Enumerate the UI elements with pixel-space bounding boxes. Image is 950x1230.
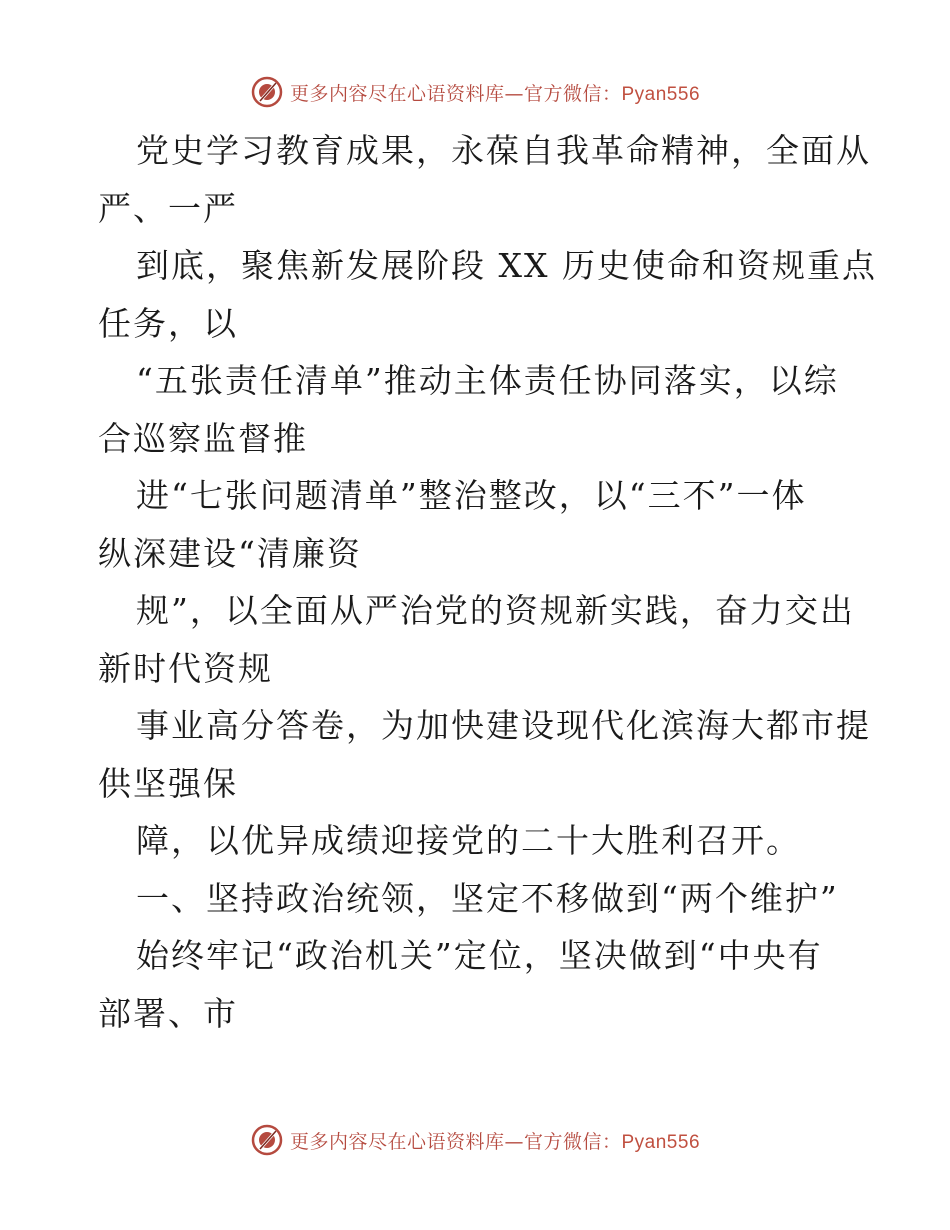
- text-line: 始终牢记“政治机关”定位，坚决做到“中央有: [136, 936, 823, 975]
- footer-site-name: 更多内容尽在心语资料库: [289, 1130, 505, 1153]
- text-line: 严、一严: [98, 188, 238, 228]
- text-line: 任务，以: [98, 303, 238, 343]
- text-line: 供坚强保: [98, 763, 238, 803]
- text-line: 事业高分答卷，为加快建设现代化滨海大都市提: [136, 706, 871, 745]
- footer-banner-text: [290, 1127, 700, 1154]
- text-line: 纵深建设“清廉资: [98, 533, 362, 573]
- logo-icon: [250, 75, 284, 109]
- section-heading: 一、坚持政治统领，坚定不移做到“两个维护”: [136, 878, 839, 918]
- footer-separator: —: [504, 1130, 524, 1153]
- text-line: 部署、市: [98, 993, 238, 1033]
- header-banner-text: [290, 79, 700, 106]
- header-separator: —: [504, 82, 524, 105]
- text-line: 进“七张问题清单”整治整改，以“三不”一体: [136, 476, 807, 515]
- footer-handle: Pyan556: [621, 1131, 701, 1153]
- text-line: “五张责任清单”推动主体责任协同落实，以综: [136, 361, 839, 400]
- text-line: 到底，聚焦新发展阶段 XX 历史使命和资规重点: [136, 246, 877, 285]
- header-banner: [0, 72, 950, 112]
- text-line: 合巡察监督推: [98, 418, 308, 458]
- text-line: 党史学习教育成果，永葆自我革命精神，全面从: [136, 131, 871, 170]
- header-handle: Pyan556: [621, 83, 701, 105]
- footer-banner: [0, 1120, 950, 1160]
- text-line: 规”，以全面从严治党的资规新实践，奋力交出: [136, 591, 855, 630]
- text-line: 障，以优异成绩迎接党的二十大胜利召开。: [136, 821, 801, 860]
- text-line: 新时代资规: [98, 648, 273, 688]
- footer-contact-label: 官方微信：: [523, 1130, 622, 1153]
- document-body: [98, 122, 877, 1042]
- logo-icon: [250, 1123, 284, 1157]
- header-site-name: 更多内容尽在心语资料库: [289, 82, 505, 105]
- header-contact-label: 官方微信：: [523, 82, 622, 105]
